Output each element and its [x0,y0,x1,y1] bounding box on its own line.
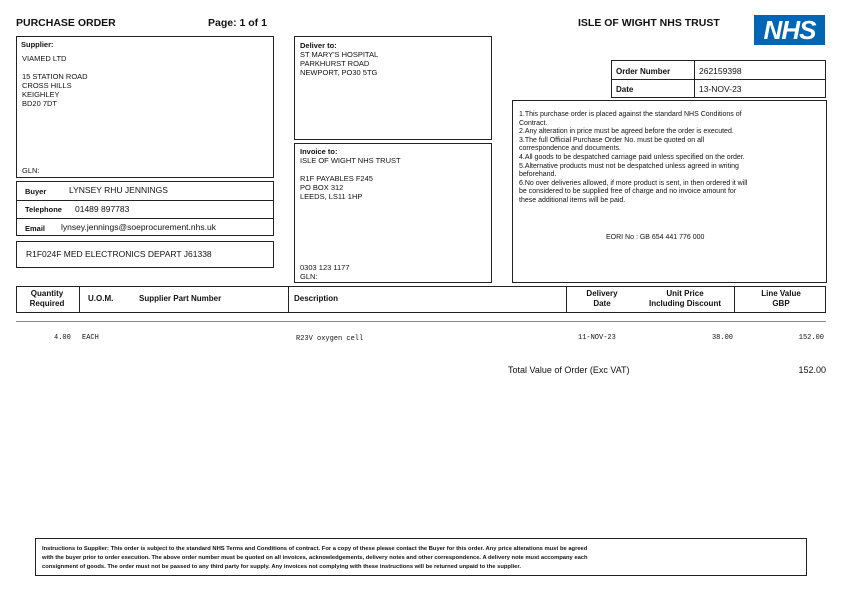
condition-line: 1.This purchase order is placed against the standard NHS Conditions of [519,111,742,118]
col-quantity-line: Required [29,299,65,308]
instructions-line: Instructions to Supplier: This order is subject to the standard NHS Terms and Conditions of contract. For a copy of these please contact the Buyer for this order. Any price alterations must be agreed [42,546,588,552]
row-delivery: 11-NOV-23 [578,334,616,342]
supplier-line: VIAMED LTD [22,54,67,63]
row-unit-price: 38.00 [711,334,733,342]
nhs-logo: NHS [754,15,825,45]
order-date-label: Date [616,85,634,94]
supplier-line: BD20 7DT [22,99,58,108]
col-supplier-part: Supplier Part Number [139,294,222,303]
invoice-line: PO BOX 312 [300,183,344,192]
order-date: 13-NOV-23 [699,84,742,94]
conditions-box [512,100,827,283]
invoice-to-box [294,143,492,283]
condition-line: beforehand. [519,171,557,179]
col-unit-price-line: Unit Price [666,289,704,298]
invoice-line: R1F PAYABLES F245 [300,174,373,183]
eori-number: EORI No : GB 654 441 776 000 [606,234,705,241]
buyer-label: Buyer [25,187,47,196]
supplier-line: CROSS HILLS [22,81,72,90]
col-line-value-line: GBP [772,299,790,308]
supplier-gln: GLN: [22,166,40,175]
condition-line: be considered to be supplied free of charge and no invoice amount for [519,188,737,196]
col-quantity-line: Quantity [30,289,64,298]
condition-line: Contract. [519,119,548,127]
condition-line: 2.Any alteration in price must be agreed before the order is executed. [519,128,734,136]
col-line-value-line: Line Value [761,289,801,298]
condition-line: 6.No over deliveries allowed, if more product is sent, in then ordered it will [519,179,748,187]
col-unit-price-line: Including Discount [649,299,721,308]
order-info-box [611,60,826,98]
telephone-label: Telephone [25,205,62,214]
row-uom: EACH [82,334,99,342]
supplier-address [22,54,88,108]
invoice-line: ISLE OF WIGHT NHS TRUST [300,156,401,165]
col-delivery-line: Delivery [586,289,618,298]
supplier-line [22,63,88,72]
condition-line: 4.All goods to be despatched carriage paid unless specified on the order. [519,153,745,161]
buyer-name: LYNSEY RHU JENNINGS [69,185,168,195]
invoice-gln: GLN: [300,272,318,281]
invoice-line: LEEDS, LS11 1HP [300,192,363,201]
deliver-to-address [300,50,378,77]
condition-line: 3.The full Official Purchase Order No. must be quoted on all [519,136,705,144]
invoice-line [300,165,401,174]
row-line-value: 152.00 [798,334,824,342]
condition-line: these additional items will be paid. [519,196,626,204]
supplier-label: Supplier: [21,40,54,49]
buyer-box [16,181,274,236]
buyer-telephone: 01489 897783 [75,204,130,214]
col-line-value [740,289,822,309]
row-qty: 4.00 [54,334,71,342]
total-value: 152.00 [798,365,826,375]
order-number: 262159398 [699,66,742,76]
deliver-line: ST MARY'S HOSPITAL [300,50,379,59]
document-title: PURCHASE ORDER [16,17,116,29]
supplier-line: 15 STATION ROAD [22,72,88,81]
row-description: R23V oxygen cell [296,335,364,343]
instructions-box [35,538,807,576]
condition-line: correspondence and documents. [519,145,621,153]
invoice-to-label: Invoice to: [300,147,338,156]
col-delivery-date [572,289,632,309]
supplier-line: KEIGHLEY [22,90,60,99]
trust-name: ISLE OF WIGHT NHS TRUST [578,17,720,29]
total-label: Total Value of Order (Exc VAT) [508,365,630,375]
col-unit-price [636,289,734,309]
buyer-email: lynsey.jennings@soeprocurement.nhs.uk [61,222,216,232]
col-delivery-line: Date [593,299,611,308]
email-label: Email [25,224,46,233]
col-description: Description [294,294,339,303]
invoice-to-address [300,156,401,201]
deliver-line: NEWPORT, PO30 5TG [300,68,378,77]
instructions-text [42,545,588,572]
deliver-to-label: Deliver to: [300,41,337,50]
order-number-label: Order Number [616,67,671,76]
col-uom: U.O.M. [88,294,114,303]
col-quantity [18,289,76,309]
conditions-list [519,111,747,206]
department-code: R1F024F MED ELECTRONICS DEPART J61338 [26,249,212,259]
instructions-line: with the buyer prior to order execution. The above order number must be quoted on all invoices, acknowledgements, delivery notes and other correspondence. A delivery note must accompany each [42,555,588,561]
deliver-line: PARKHURST ROAD [300,59,370,68]
invoice-phone: 0303 123 1177 [300,263,350,272]
supplier-box [16,36,274,178]
instructions-line: consignment of goods. The order must not be passed to any third party for supply. Any invoices not complying with these instructions will be returned unpaid to the supplier. [42,564,521,570]
page-number: Page: 1 of 1 [208,17,267,29]
department-box [16,241,274,268]
condition-line: 5.Alternative products must not be despatched unless agreed in writing [519,162,739,170]
deliver-to-box [294,36,492,140]
